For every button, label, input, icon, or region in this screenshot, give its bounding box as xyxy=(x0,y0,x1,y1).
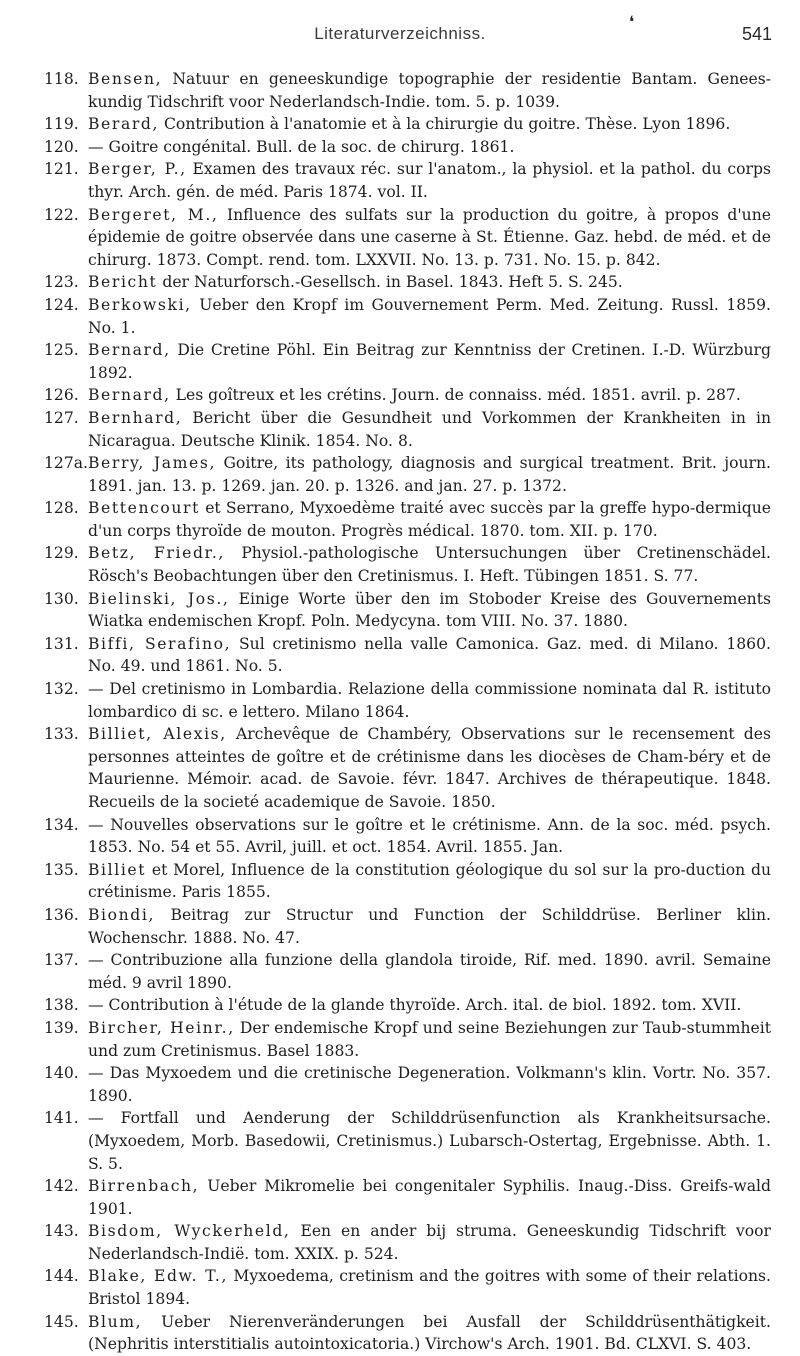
entry-number: 128. xyxy=(44,499,79,518)
entry-citation: Bericht über die Gesundheit und Vorkommen der Krankheiten in in Nicaragua. Deutsche Klinik. 1854. No. 8. xyxy=(88,408,771,450)
entry-citation: Les goîtreux et les crétins. Journ. de connaiss. méd. 1851. avril. p. 287. xyxy=(170,386,741,405)
bibliography-entry xyxy=(44,949,771,994)
entry-citation: Myxoedema, cretinism and the goitres with some of their relations. Bristol 1894. xyxy=(88,1267,771,1309)
bibliography-entry xyxy=(44,204,771,272)
entry-author: Birrenbach, xyxy=(88,1177,200,1196)
bibliography-entry xyxy=(44,994,771,1017)
bibliography-entry xyxy=(44,452,771,497)
entry-number: 138. xyxy=(44,996,79,1015)
entry-citation: — Goitre congénital. Bull. de la soc. de chirurg. 1861. xyxy=(88,137,515,156)
entry-number: 119. xyxy=(44,115,79,134)
bibliography-entry xyxy=(44,1062,771,1107)
entry-citation: Ueber Nierenveränderungen bei Ausfall der Schilddrüsenthätigkeit. (Nephritis interstitialis autointoxicatoria.) Virchow's Arch. 1901. Bd. CLXVI. S. 403. xyxy=(88,1312,771,1354)
bibliography-entry xyxy=(44,588,771,633)
entry-number: 145. xyxy=(44,1312,79,1331)
entry-citation: Einige Worte über den im Stoboder Kreise des Gouvernements Wiatka endemischen Kropf. Poln. Medycyna. tom VIII. No. 37. 1880. xyxy=(88,589,771,631)
bibliography-entry xyxy=(44,497,771,542)
entry-citation: — Fortfall und Aenderung der Schilddrüsenfunction als Krankheitsursache. (Myxoedem, Morb. Basedowii, Cretinismus.) Lubarsch-Ostertag, Ergebnisse. Abth. 1. S. 5. xyxy=(88,1109,771,1173)
entry-number: 142. xyxy=(44,1177,79,1196)
bibliography-entry xyxy=(44,678,771,723)
bibliography-entry xyxy=(44,68,771,113)
entry-number: 139. xyxy=(44,1018,79,1037)
bibliography-entry xyxy=(44,1107,771,1175)
entry-author: Betz, Friedr., xyxy=(88,544,225,563)
entry-citation: Natuur en geneeskundige topographie der residentie Bantam. Genees-kundig Tidschrift voor Nederlandsch-Indie. tom. 5. p. 1039. xyxy=(88,70,771,111)
entry-number: 135. xyxy=(44,860,79,879)
bibliography-entry xyxy=(44,271,771,294)
entry-author: Berkowski, xyxy=(88,295,192,314)
entry-author: Bensen, xyxy=(88,70,163,88)
entry-author: Berard, xyxy=(88,115,160,134)
entry-citation: — Nouvelles observations sur le goître et le crétinisme. Ann. de la soc. méd. psych. 1853. No. 54 et 55. Avril, juill. et oct. 1854. Avril. 1855. Jan. xyxy=(88,815,771,857)
entry-author: Bisdom, Wyckerheld, xyxy=(88,1222,291,1241)
entry-number: 127a. xyxy=(44,454,89,473)
entry-number: 133. xyxy=(44,725,79,744)
entry-number: 144. xyxy=(44,1267,79,1286)
page-header xyxy=(0,10,800,44)
entry-number: 132. xyxy=(44,680,79,699)
entry-citation: Een en ander bij struma. Geneeskundig Tidschrift voor Nederlandsch-Indië. tom. XXIX. p. 524. xyxy=(88,1222,771,1263)
entry-author: Bernard, xyxy=(88,341,171,360)
entry-citation: Examen des travaux réc. sur l'anatom., la physiol. et la pathol. du corps thyr. Arch. gén. de méd. Paris 1874. vol. II. xyxy=(88,160,771,201)
bibliography-entry xyxy=(44,136,771,159)
entry-author: Berry, James, xyxy=(88,454,217,473)
bibliography-entry xyxy=(44,814,771,859)
entry-citation: Beitrag zur Structur und Function der Schilddrüse. Berliner klin. Wochenschr. 1888. No. 47. xyxy=(88,905,771,947)
entry-author: Blum, xyxy=(88,1312,143,1331)
entry-number: 137. xyxy=(44,951,79,970)
entry-number: 123. xyxy=(44,273,79,292)
bibliography-entry xyxy=(44,407,771,452)
entry-author: Bernhard, xyxy=(88,408,183,427)
bibliography-entry xyxy=(44,1175,771,1220)
bibliography-entry xyxy=(44,384,771,407)
entry-number: 143. xyxy=(44,1222,79,1241)
bibliography-entry xyxy=(44,294,771,339)
bibliography-entry xyxy=(44,1265,771,1310)
bibliography-entry xyxy=(44,859,771,904)
entry-number: 126. xyxy=(44,386,79,405)
entry-citation: — Contribution à l'étude de la glande thyroïde. Arch. ital. de biol. 1892. tom. XVII. xyxy=(88,996,742,1015)
entry-citation: et Morel, Influence de la constitution géologique du sol sur la pro-duction du crétinisme. Paris 1855. xyxy=(88,860,771,902)
entry-number: 118. xyxy=(44,70,79,88)
entry-citation: Archevêque de Chambéry, Observations sur le recensement des personnes atteintes de goître et de crétinisme dans les diocèses de Cham-béry et de Maurienne. Mémoir. acad. de Savoie. févr. 1847. Archives de thérapeutique. 1848. Recueils de la societé academique de Savoie. 1850. xyxy=(88,725,771,811)
entry-citation: Ueber den Kropf im Gouvernement Perm. Med. Zeitung. Russl. 1859. No. 1. xyxy=(88,295,771,337)
entry-number: 129. xyxy=(44,544,79,563)
bibliography-entry xyxy=(44,633,771,678)
entry-author: Biffi, Serafino, xyxy=(88,634,232,653)
entry-citation: — Contribuzione alla funzione della glandola tiroide, Rif. med. 1890. avril. Semaine méd. 9 avril 1890. xyxy=(88,951,771,992)
entry-author: Biondi, xyxy=(88,905,156,924)
entry-number: 140. xyxy=(44,1064,79,1083)
bibliography-entry xyxy=(44,904,771,949)
entry-citation: Die Cretine Pöhl. Ein Beitrag zur Kenntniss der Cretinen. I.-D. Würzburg 1892. xyxy=(88,341,771,382)
entry-citation: Goitre, its pathology, diagnosis and surgical treatment. Brit. journ. 1891. jan. 13. p. 1269. jan. 20. p. 1326. and jan. 27. p. 1372. xyxy=(88,454,771,495)
entry-number: 131. xyxy=(44,634,79,653)
entry-author: Bettencourt xyxy=(88,499,200,518)
entry-author: Billiet, Alexis, xyxy=(88,725,227,744)
entry-author: Bircher, Heinr., xyxy=(88,1018,235,1037)
entry-number: 141. xyxy=(44,1109,79,1128)
bibliography-entry xyxy=(44,542,771,587)
entry-author: Bielinski, Jos., xyxy=(88,589,230,608)
entry-author: Bernard, xyxy=(88,386,171,405)
entry-number: 120. xyxy=(44,137,79,156)
entry-number: 125. xyxy=(44,341,79,360)
entry-author: Bericht xyxy=(88,273,158,292)
entry-citation: et Serrano, Myxoedème traité avec succès par la greffe hypo-dermique d'un corps thyroïde de mouton. Progrès médical. 1870. tom. XII. p. 170. xyxy=(88,499,771,540)
page-number: 541 xyxy=(741,24,772,44)
running-title: Literaturverzeichniss. xyxy=(314,24,486,43)
entry-citation: Der endemische Kropf und seine Beziehungen zur Taub-stummheit und zum Cretinismus. Basel 1883. xyxy=(88,1018,772,1060)
bibliography-entry xyxy=(44,339,771,384)
bibliography-list xyxy=(44,68,771,1356)
entry-number: 136. xyxy=(44,905,79,924)
entry-author: Billiet xyxy=(88,860,147,879)
entry-number: 127. xyxy=(44,408,79,427)
bibliography-entry xyxy=(44,158,771,203)
entry-citation: Ueber Mikromelie bei congenitaler Syphilis. Inaug.-Diss. Greifs-wald 1901. xyxy=(88,1177,771,1218)
bibliography-entry xyxy=(44,723,771,813)
entry-citation: — Das Myxoedem und die cretinische Degeneration. Volkmann's klin. Vortr. No. 357. 1890. xyxy=(88,1064,771,1105)
entry-number: 122. xyxy=(44,205,79,224)
entry-citation: Physiol.-pathologische Untersuchungen über Cretinenschädel. Rösch's Beobachtungen über den Cretinismus. I. Heft. Tübingen 1851. S. 77. xyxy=(88,544,771,586)
entry-citation: Sul cretinismo nella valle Camonica. Gaz. med. di Milano. 1860. No. 49. und 1861. No. 5. xyxy=(88,634,771,676)
entry-number: 130. xyxy=(44,589,79,608)
print-mark: ❛ xyxy=(629,12,635,31)
entry-citation: Contribution à l'anatomie et à la chirurgie du goitre. Thèse. Lyon 1896. xyxy=(159,115,731,134)
bibliography-entry xyxy=(44,1220,771,1265)
bibliography-entry xyxy=(44,1311,771,1356)
entry-citation: der Naturforsch.-Gesellsch. in Basel. 1843. Heft 5. S. 245. xyxy=(157,273,623,292)
entry-author: Bergeret, M., xyxy=(88,205,219,224)
bibliography-entry xyxy=(44,1017,771,1062)
entry-citation: Influence des sulfats sur la production du goitre, à propos d'une épidemie de goitre observée dans une caserne à St. Étienne. Gaz. hebd. de méd. et de chirurg. 1873. Compt. rend. tom. LXXVII. No. 13. p. 731. No. 15. p. 842. xyxy=(88,205,771,269)
entry-citation: — Del cretinismo in Lombardia. Relazione della commissione nominata dal R. istituto lombardico di sc. e lettero. Milano 1864. xyxy=(88,680,771,721)
bibliography-entry xyxy=(44,113,771,136)
entry-author: Berger, P., xyxy=(88,160,187,179)
entry-number: 124. xyxy=(44,295,79,314)
entry-number: 121. xyxy=(44,160,79,179)
entry-number: 134. xyxy=(44,815,79,834)
entry-author: Blake, Edw. T., xyxy=(88,1267,229,1286)
